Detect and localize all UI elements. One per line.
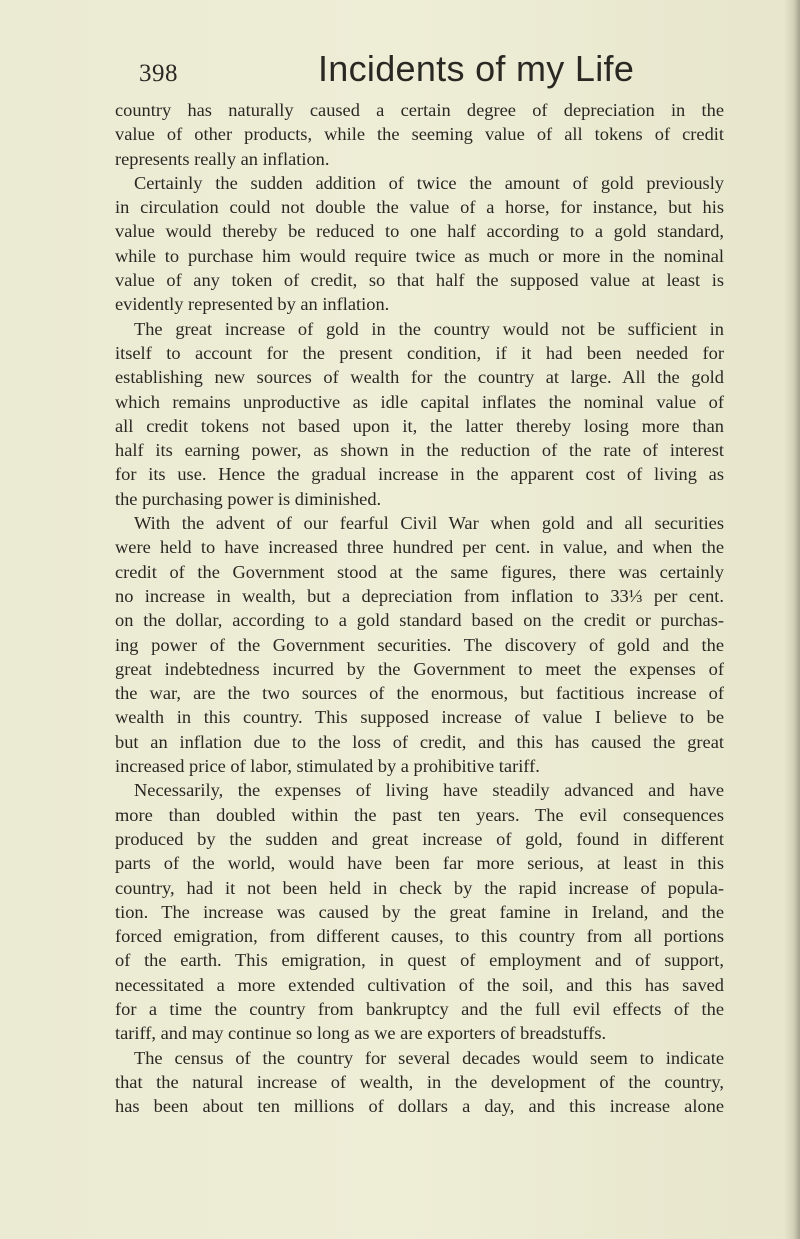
text-line: credit of the Government stood at the same figures, there was certainly: [115, 561, 724, 582]
text-line: has been about ten millions of dollars a day, and this increase alone: [115, 1096, 724, 1117]
text-line: for a time the country from bankruptcy and the full evil effects of the: [115, 998, 724, 1019]
text-line: wealth in this country. This supposed increase of value I believe to be: [115, 707, 724, 728]
text-line: establishing new sources of wealth for the country at large. All the gold: [115, 367, 724, 388]
text-line: country, had it not been held in check by the rapid increase of popula-: [115, 877, 724, 898]
text-line: forced emigration, from different causes, to this country from all portions: [115, 926, 724, 947]
body-text: [115, 98, 724, 1118]
text-line: value of other products, while the seeming value of all tokens of credit: [115, 124, 724, 145]
text-line: more than doubled within the past ten years. The evil consequences: [115, 804, 724, 825]
text-line: for its use. Hence the gradual increase in the apparent cost of living as: [115, 464, 724, 485]
text-line: of the earth. This emigration, in quest of employment and of support,: [115, 950, 724, 971]
text-line: Necessarily, the expenses of living have steadily advanced and have: [134, 780, 724, 801]
text-line: were held to have increased three hundred per cent. in value, and when the: [115, 537, 724, 558]
text-line: itself to account for the present condition, if it had been needed for: [115, 342, 724, 363]
page-header: [108, 46, 708, 94]
text-line: the purchasing power is diminished.: [115, 488, 382, 509]
text-line: evidently represented by an inflation.: [115, 294, 390, 315]
text-line: With the advent of our fearful Civil War when gold and all securities: [134, 513, 724, 534]
text-line: which remains unproductive as idle capital inflates the nominal value of: [115, 391, 724, 412]
text-line: value of any token of credit, so that half the supposed value at least is: [115, 270, 724, 291]
text-line: parts of the world, would have been far more serious, at least in this: [115, 853, 724, 874]
text-line: in circulation could not double the value of a horse, for instance, but his: [115, 197, 724, 218]
page-number: 398: [139, 60, 178, 87]
text-line: that the natural increase of wealth, in the development of the country,: [115, 1071, 724, 1092]
text-line: value would thereby be reduced to one half according to a gold standard,: [115, 221, 724, 242]
text-line: represents really an inflation.: [115, 148, 330, 169]
text-line: The great increase of gold in the country would not be sufficient in: [134, 318, 724, 339]
text-line: tariff, and may continue so long as we are exporters of breadstuffs.: [115, 1023, 607, 1044]
text-line: necessitated a more extended cultivation of the soil, and this has saved: [115, 974, 724, 995]
text-line: no increase in wealth, but a depreciation from inflation to 33⅓ per cent.: [115, 585, 724, 606]
text-line: Certainly the sudden addition of twice the amount of gold previously: [134, 172, 724, 193]
text-line: tion. The increase was caused by the great famine in Ireland, and the: [115, 901, 724, 922]
text-line: while to purchase him would require twice as much or more in the nominal: [115, 245, 724, 266]
text-line: half its earning power, as shown in the reduction of the rate of interest: [115, 440, 724, 461]
text-line: increased price of labor, stimulated by a prohibitive tariff.: [115, 756, 540, 777]
text-line: on the dollar, according to a gold standard based on the credit or purchas-: [115, 610, 724, 631]
running-title: Incidents of my Life: [318, 48, 635, 89]
text-line: the war, are the two sources of the enormous, but factitious increase of: [115, 683, 724, 704]
text-line: country has naturally caused a certain degree of depreciation in the: [115, 100, 724, 120]
text-line: produced by the sudden and great increase of gold, found in different: [115, 828, 724, 849]
text-line: ing power of the Government securities. The discovery of gold and the: [115, 634, 724, 655]
text-line: but an inflation due to the loss of credit, and this has caused the great: [115, 731, 724, 752]
text-line: great indebtedness incurred by the Government to meet the expenses of: [115, 658, 724, 679]
page-edge-shadow: [784, 0, 800, 1239]
text-line: all credit tokens not based upon it, the latter thereby losing more than: [115, 415, 724, 436]
text-line: The census of the country for several decades would seem to indicate: [134, 1047, 724, 1068]
